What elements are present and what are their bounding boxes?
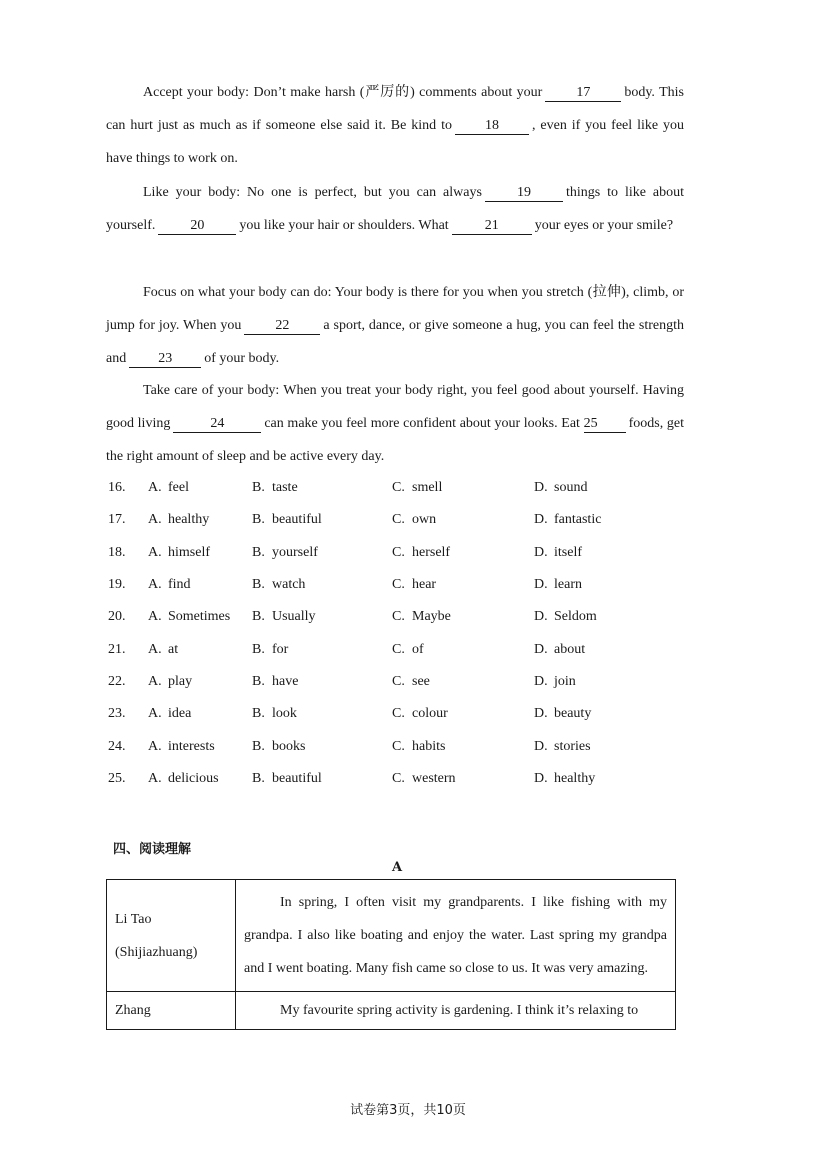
option-b <box>252 512 392 528</box>
option-letter: B. <box>252 641 265 657</box>
paragraph-text: Focus on what your body can do: Your body is there for you when you stretch (拉伸), climb, or jump for joy. When you <box>106 285 684 333</box>
option-letter: C. <box>392 512 405 528</box>
blank-21: 21 <box>452 218 532 235</box>
option-letter: C. <box>392 738 405 754</box>
option-c <box>392 577 534 593</box>
paragraph-text: Take care of your body: When you treat your body right, you feel good about yourself. Having good living <box>106 383 684 431</box>
option-text: healthy <box>168 512 210 528</box>
paragraph-text: , even if you feel like you have things to work on. <box>106 118 684 166</box>
option-letter: D. <box>534 512 548 528</box>
question-number: 23. <box>108 706 126 722</box>
option-letter: A. <box>148 738 162 754</box>
option-text: Usually <box>272 609 316 625</box>
person-text-content: My favourite spring activity is gardening. I think it’s relaxing to <box>280 1003 639 1018</box>
option-letter: A. <box>148 641 162 657</box>
option-b <box>252 771 392 787</box>
blank-18: 18 <box>455 118 529 135</box>
blank-24: 24 <box>173 416 261 433</box>
option-letter: B. <box>252 577 265 593</box>
option-letter: A. <box>148 480 162 496</box>
option-letter: A. <box>148 770 162 786</box>
option-text: books <box>272 738 306 754</box>
question-number: 24. <box>108 738 126 754</box>
option-d <box>534 512 601 528</box>
table-row <box>107 992 676 1030</box>
question-number: 19. <box>108 577 126 593</box>
option-a <box>148 771 252 787</box>
option-letter: B. <box>252 544 265 560</box>
option-letter: A. <box>148 512 162 528</box>
option-text: hear <box>412 577 437 593</box>
option-text: beautiful <box>272 770 322 786</box>
paragraph-text: Like your body: No one is perfect, but you can always <box>143 185 482 200</box>
option-d <box>534 480 587 496</box>
option-text: find <box>168 577 191 593</box>
option-letter: D. <box>534 673 548 689</box>
paragraph-text: things to like about yourself. <box>106 185 685 233</box>
page-footer: 试卷第3页，共10页 <box>350 1103 466 1118</box>
option-letter: D. <box>534 544 548 560</box>
paragraph-text: your eyes or your smile? <box>534 218 674 233</box>
option-b <box>252 674 392 690</box>
option-letter: A. <box>148 544 162 560</box>
option-letter: B. <box>252 770 265 786</box>
question-number: 16. <box>108 480 126 496</box>
option-letter: D. <box>534 770 548 786</box>
option-letter: B. <box>252 738 265 754</box>
option-a <box>148 480 252 496</box>
option-a <box>148 739 252 755</box>
option-text: healthy <box>554 770 596 786</box>
option-letter: C. <box>392 770 405 786</box>
option-letter: C. <box>392 706 405 722</box>
option-text: at <box>168 641 179 657</box>
option-d <box>534 577 582 593</box>
option-letter: D. <box>534 706 548 722</box>
option-row <box>108 601 708 633</box>
person-text-content: In spring, I often visit my grandparents. I like fishing with my grandpa. I also like boating and enjoy the water. Last spring my grandpa and I went boating. Many fish came so close to us. It was very amazing. <box>244 895 667 976</box>
option-b <box>252 706 392 722</box>
option-d <box>534 706 591 722</box>
option-letter: D. <box>534 577 548 593</box>
option-text: delicious <box>168 770 219 786</box>
reading-table <box>106 879 676 1030</box>
option-letter: C. <box>392 480 405 496</box>
question-number: 21. <box>108 641 126 657</box>
paragraph-text: you like your hair or shoulders. What <box>239 218 449 233</box>
person-name: Li Tao <box>115 911 152 927</box>
answer-options <box>108 472 708 795</box>
option-text: learn <box>554 577 582 593</box>
option-letter: C. <box>392 609 405 625</box>
option-text: interests <box>168 738 215 754</box>
question-number: 25. <box>108 770 126 786</box>
paragraph-text: can make you feel more confident about your looks. Eat <box>264 416 580 431</box>
option-text: habits <box>412 738 446 754</box>
option-text: about <box>554 641 586 657</box>
question-number: 22. <box>108 673 126 689</box>
option-letter: B. <box>252 480 265 496</box>
option-text: western <box>412 770 456 786</box>
option-a <box>148 609 252 625</box>
option-c <box>392 609 534 625</box>
option-d <box>534 609 597 625</box>
option-text: see <box>412 673 430 689</box>
paragraph-text: a sport, dance, or give someone a hug, you can feel the strength and <box>106 318 684 366</box>
option-d <box>534 545 582 561</box>
option-text: Sometimes <box>168 609 231 625</box>
option-b <box>252 545 392 561</box>
option-letter: B. <box>252 706 265 722</box>
section-title: 四、阅读理解 <box>113 842 192 857</box>
option-text: stories <box>554 738 591 754</box>
option-text: feel <box>168 480 189 496</box>
option-text: yourself <box>272 544 318 560</box>
option-text: smell <box>412 480 443 496</box>
option-a <box>148 577 252 593</box>
person-place: (Shijiazhuang) <box>115 944 198 960</box>
person-cell <box>107 992 236 1030</box>
option-b <box>252 642 392 658</box>
option-text: Maybe <box>412 609 451 625</box>
option-c <box>392 739 534 755</box>
option-letter: A. <box>148 577 162 593</box>
option-c <box>392 512 534 528</box>
blank-17: 17 <box>545 85 621 102</box>
option-text: of <box>412 641 424 657</box>
paragraph-text: foods, get the right amount of sleep and be active every day. <box>106 416 685 464</box>
option-a <box>148 706 252 722</box>
passage-paragraph-3 <box>106 276 684 375</box>
option-row <box>108 698 708 730</box>
option-c <box>392 480 534 496</box>
option-text: play <box>168 673 193 689</box>
option-b <box>252 609 392 625</box>
option-letter: A. <box>148 609 162 625</box>
option-letter: C. <box>392 544 405 560</box>
blank-22: 22 <box>244 318 320 335</box>
option-c <box>392 674 534 690</box>
person-text <box>236 992 676 1030</box>
option-letter: D. <box>534 738 548 754</box>
person-text <box>236 880 676 992</box>
option-a <box>148 642 252 658</box>
option-row <box>108 763 708 795</box>
option-d <box>534 739 591 755</box>
option-b <box>252 480 392 496</box>
option-text: Seldom <box>554 609 597 625</box>
option-text: fantastic <box>554 512 602 528</box>
option-letter: C. <box>392 577 405 593</box>
option-text: herself <box>412 544 451 560</box>
option-text: look <box>272 706 297 722</box>
option-letter: C. <box>392 673 405 689</box>
option-letter: D. <box>534 609 548 625</box>
option-text: own <box>412 512 437 528</box>
option-b <box>252 739 392 755</box>
option-row <box>108 666 708 698</box>
paragraph-text: body. This can hurt just as much as if someone else said it. Be kind to <box>106 85 684 133</box>
option-letter: C. <box>392 641 405 657</box>
option-c <box>392 771 534 787</box>
blank-19: 19 <box>485 185 563 202</box>
option-text: watch <box>272 577 306 593</box>
option-row <box>108 730 708 762</box>
passage-paragraph-2 <box>106 176 684 242</box>
question-number: 20. <box>108 609 126 625</box>
option-a <box>148 545 252 561</box>
blank-25: 25 <box>584 416 626 433</box>
option-letter: B. <box>252 673 265 689</box>
option-text: himself <box>168 544 210 560</box>
question-number: 17. <box>108 512 126 528</box>
option-text: sound <box>554 480 588 496</box>
option-a <box>148 512 252 528</box>
option-row <box>108 504 708 536</box>
option-letter: D. <box>534 641 548 657</box>
table-row <box>107 880 676 992</box>
paragraph-text: of your body. <box>204 351 280 366</box>
question-number: 18. <box>108 544 126 560</box>
option-letter: B. <box>252 512 265 528</box>
option-text: colour <box>412 706 448 722</box>
blank-20: 20 <box>158 218 236 235</box>
option-letter: B. <box>252 609 265 625</box>
option-row <box>108 633 708 665</box>
option-text: have <box>272 673 299 689</box>
option-text: beautiful <box>272 512 322 528</box>
option-c <box>392 706 534 722</box>
person-cell <box>107 880 236 992</box>
option-text: join <box>554 673 576 689</box>
option-text: itself <box>554 544 582 560</box>
paragraph-text: Accept your body: Don’t make harsh (严厉的) comments about your <box>143 85 543 100</box>
option-text: beauty <box>554 706 592 722</box>
option-c <box>392 545 534 561</box>
option-b <box>252 577 392 593</box>
option-letter: A. <box>148 706 162 722</box>
option-row <box>108 569 708 601</box>
option-row <box>108 472 708 504</box>
option-letter: A. <box>148 673 162 689</box>
option-c <box>392 642 534 658</box>
option-letter: D. <box>534 480 548 496</box>
option-d <box>534 771 595 787</box>
person-name: Zhang <box>115 1003 151 1018</box>
passage-paragraph-4 <box>106 374 684 473</box>
option-text: idea <box>168 706 192 722</box>
option-a <box>148 674 252 690</box>
option-d <box>534 642 585 658</box>
passage-paragraph-1 <box>106 76 684 175</box>
part-label: A <box>392 860 403 875</box>
option-text: for <box>272 641 289 657</box>
blank-23: 23 <box>129 351 201 368</box>
option-text: taste <box>272 480 298 496</box>
option-d <box>534 674 576 690</box>
option-row <box>108 537 708 569</box>
